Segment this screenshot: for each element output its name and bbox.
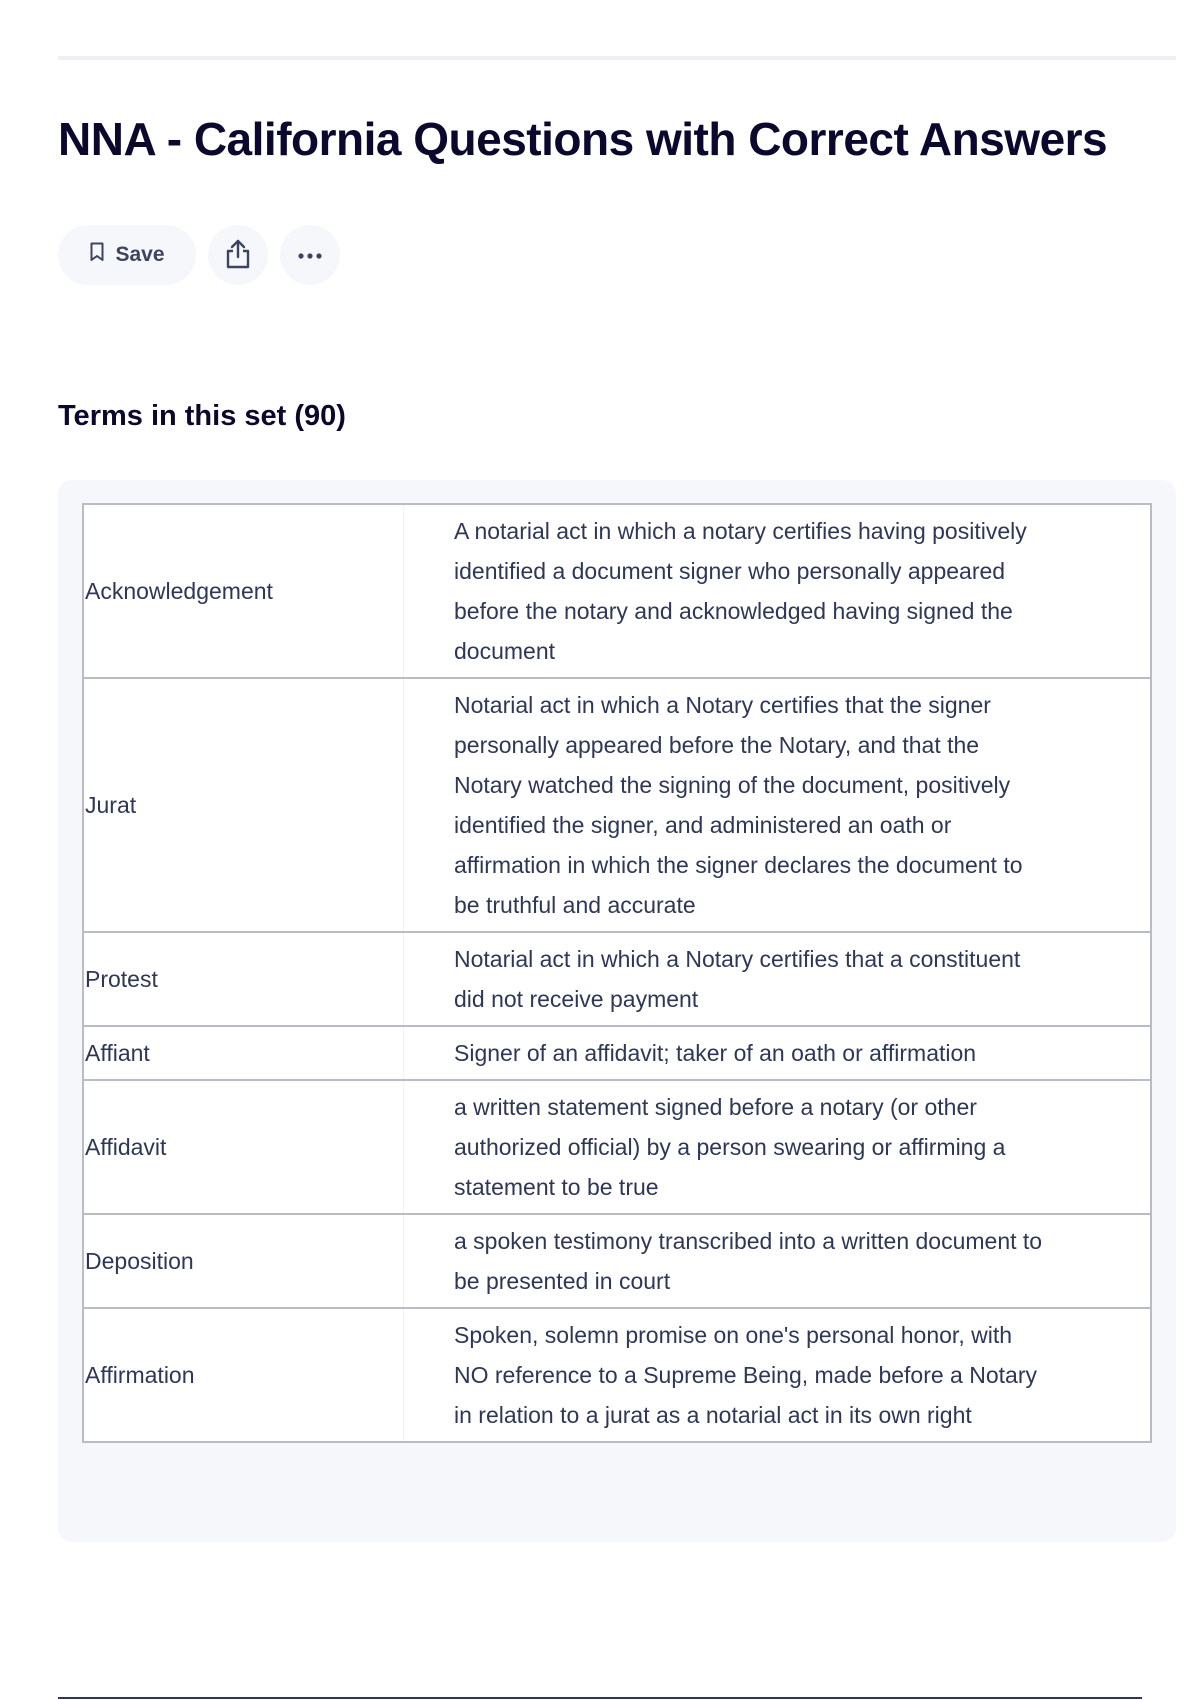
term-cell: Affirmation: [83, 1308, 404, 1442]
table-row: [83, 678, 1151, 932]
definition-cell: Signer of an affidavit; taker of an oath or affirmation: [404, 1026, 1152, 1080]
save-label: Save: [115, 243, 165, 266]
terms-table: [82, 503, 1152, 1443]
table-row: [83, 504, 1151, 678]
page-title: NNA - California Questions with Correct Answers: [58, 113, 1108, 165]
terms-heading: Terms in this set (90): [58, 400, 346, 432]
term-cell: Acknowledgement: [83, 504, 404, 678]
term-cell: Protest: [83, 932, 404, 1026]
share-button[interactable]: [208, 225, 268, 285]
definition-cell: a spoken testimony transcribed into a written document to be presented in court: [404, 1214, 1152, 1308]
table-row: [83, 1308, 1151, 1442]
term-cell: Affidavit: [83, 1080, 404, 1214]
table-row: [83, 1080, 1151, 1214]
bottom-divider: [58, 1697, 1142, 1699]
table-row: [83, 1026, 1151, 1080]
term-cell: Affiant: [83, 1026, 404, 1080]
more-options-button[interactable]: [280, 225, 340, 285]
term-cell: Deposition: [83, 1214, 404, 1308]
action-bar: [58, 225, 340, 285]
definition-cell: A notarial act in which a notary certifies having positively identified a document signer who personally appeared before the notary and acknowledged having signed the document: [454, 518, 1027, 664]
top-divider: [58, 56, 1176, 60]
definition-cell: Notarial act in which a Notary certifies that the signer personally appeared before the Notary, and that the Notary watched the signing of the document, positively identified the signer, and administered an oath or affirmation in which the signer declares the document to be truthful and accurate: [404, 678, 1152, 932]
definition-cell: Notarial act in which a Notary certifies that a constituent did not receive payment: [404, 932, 1152, 1026]
definition-cell: Spoken, solemn promise on one's personal honor, with NO reference to a Supreme Being, made before a Notary in relation to a jurat as a notarial act in its own right: [404, 1308, 1152, 1442]
share-icon: [225, 239, 251, 272]
table-row: [83, 932, 1151, 1026]
more-icon: [297, 248, 323, 263]
table-row: [83, 1214, 1151, 1308]
save-button[interactable]: [58, 225, 196, 285]
definition-cell: a written statement signed before a notary (or other authorized official) by a person swearing or affirming a statement to be true: [404, 1080, 1152, 1214]
term-cell: Jurat: [83, 678, 404, 932]
bookmark-icon: [89, 242, 105, 268]
